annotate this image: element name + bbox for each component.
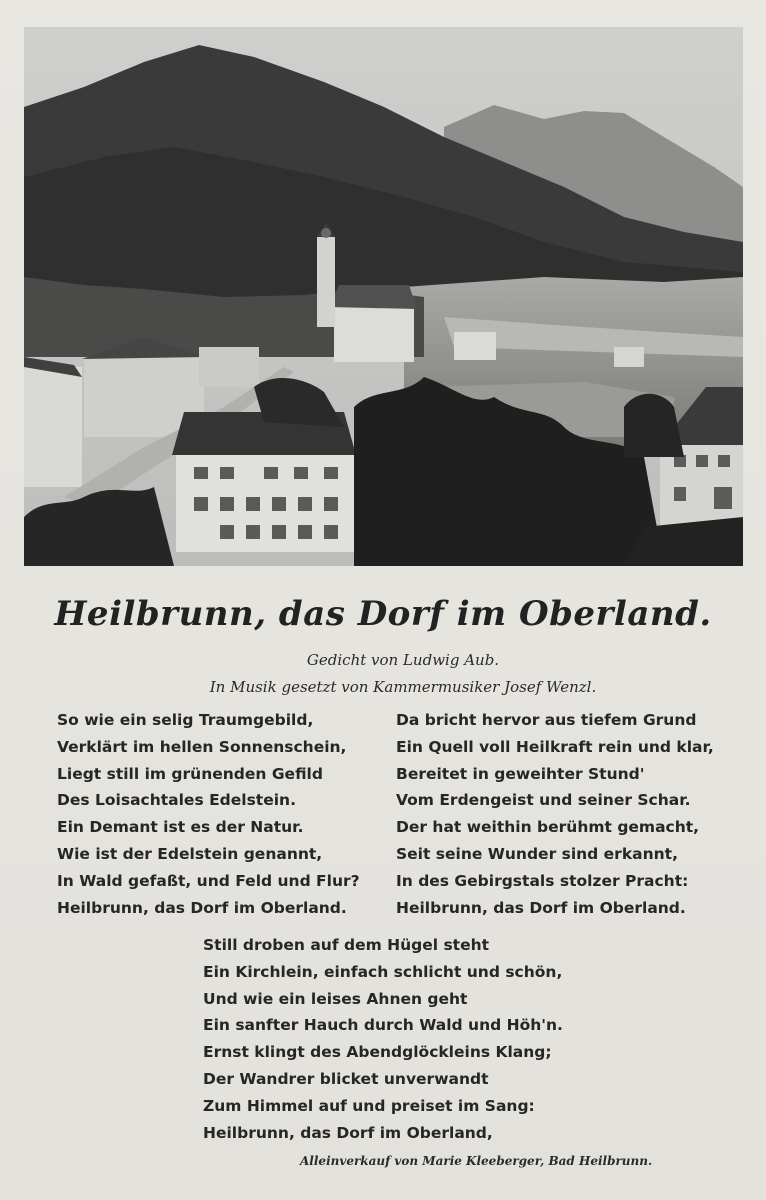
- verse-line: Ein sanfter Hauch durch Wald und Höh'n.: [203, 1016, 563, 1035]
- verse-line: Heilbrunn, das Dorf im Oberland.: [396, 898, 686, 917]
- verse-line: Zum Himmel auf und preiset im Sang:: [203, 1096, 535, 1115]
- stanza-2: [396, 707, 714, 921]
- village-landscape-image: [24, 27, 743, 566]
- verse-line: Der Wandrer blicket unverwandt: [203, 1069, 489, 1088]
- verse-line: Da bricht hervor aus tiefem Grund: [396, 711, 697, 729]
- verse-line: Wie ist der Edelstein genannt,: [57, 844, 323, 863]
- verse-line: So wie ein selig Traumgebild,: [57, 711, 314, 729]
- verse-line: Ein Demant ist es der Natur.: [57, 818, 304, 837]
- verse-line: Ein Kirchlein, einfach schlicht und schön,: [203, 962, 563, 981]
- verse-line: In des Gebirgstals stolzer Pracht:: [396, 871, 689, 890]
- verse-line: Still droben auf dem Hügel steht: [203, 936, 490, 954]
- verse-line: Der hat weithin berühmt gemacht,: [396, 818, 700, 837]
- music-composer-credit: In Musik gesetzt von Kammermusiker Josef Wenzl.: [209, 678, 597, 696]
- page-title: Heilbrunn, das Dorf im Oberland.: [54, 594, 712, 634]
- verse-line: Ernst klingt des Abendglöckleins Klang;: [203, 1043, 552, 1062]
- verse-line: Heilbrunn, das Dorf im Oberland,: [203, 1123, 493, 1142]
- verse-line: In Wald gefaßt, und Feld und Flur?: [57, 871, 360, 890]
- verse-line: Des Loisachtales Edelstein.: [57, 791, 296, 810]
- verse-line: Und wie ein leises Ahnen geht: [203, 989, 468, 1008]
- stanza-3: [203, 932, 563, 1146]
- village-photograph: [24, 27, 743, 566]
- verse-line: Verklärt im hellen Sonnenschein,: [57, 737, 347, 756]
- verse-line: Vom Erdengeist und seiner Schar.: [396, 791, 691, 810]
- verse-line: Ein Quell voll Heilkraft rein und klar,: [396, 737, 714, 756]
- verse-line: Seit seine Wunder sind erkannt,: [396, 844, 678, 863]
- poem-author-credit: Gedicht von Ludwig Aub.: [306, 651, 500, 669]
- verse-line: Liegt still im grünenden Gefild: [57, 764, 323, 783]
- stanza-1: [57, 707, 360, 921]
- verse-line: Heilbrunn, das Dorf im Oberland.: [57, 898, 347, 917]
- publisher-footer: Alleinverkauf von Marie Kleeberger, Bad Heilbrunn.: [300, 1154, 653, 1168]
- verse-line: Bereitet in geweihter Stund': [396, 764, 645, 783]
